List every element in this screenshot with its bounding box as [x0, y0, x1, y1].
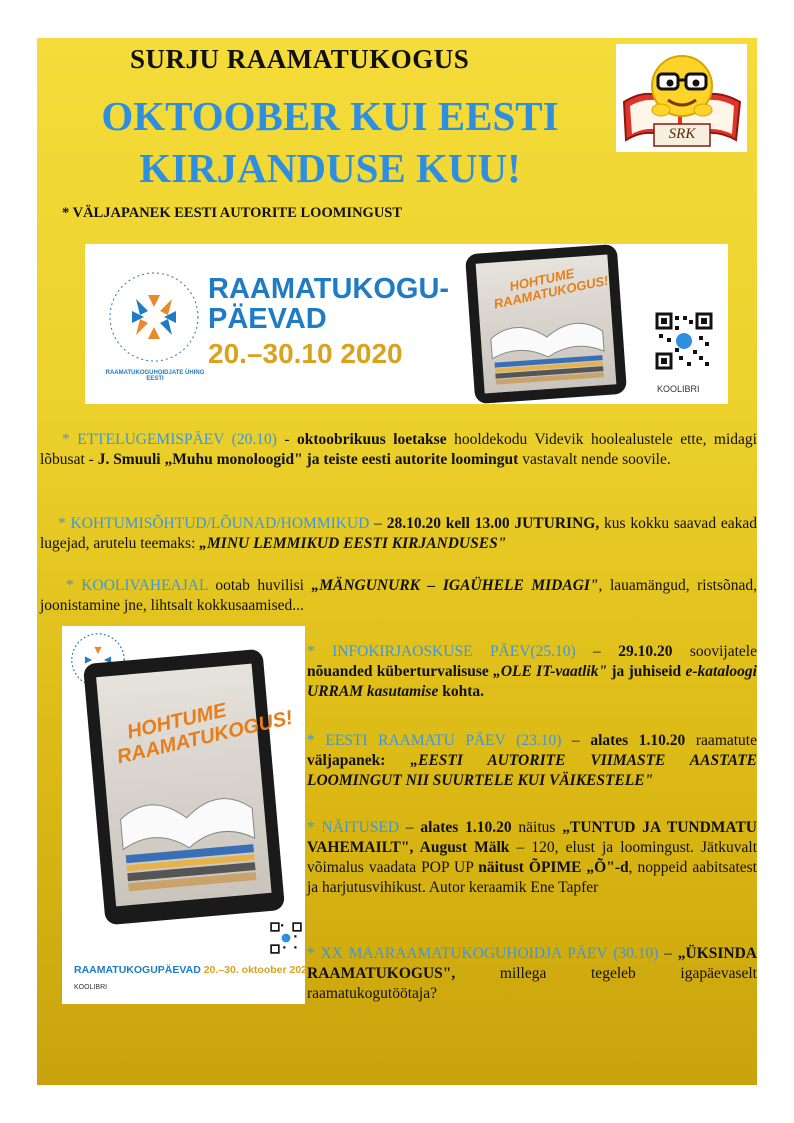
event-heading: * KOHTUMISÕHTUD/LÕUNAD/HOMMIKUD — [58, 515, 370, 532]
page-title — [70, 90, 590, 194]
logo-label: SRK — [668, 126, 696, 142]
event-text: ja juhiseid — [607, 663, 686, 680]
event-holiday — [40, 576, 757, 616]
event-text: kohta. — [438, 683, 485, 700]
event-text: „MÄNGUNURK – IGAÜHELE MIDAGI" — [311, 577, 599, 594]
event-text: „ÜKSINDA RAAMATUKOGUS", — [307, 945, 757, 982]
banner-dates: 20.–30.10 2020 — [208, 338, 403, 369]
event-heading: * KOOLIVAHEAJAL — [66, 577, 208, 594]
event-text: hooldekodu Videvik hoolealustele ette, midagi lõbusat - — [40, 431, 757, 468]
event-text: kus kokku saavad eakad lugejad, arutelu teemaks: — [40, 515, 758, 552]
event-text: näitust ÕPIME „Õ"-d — [478, 859, 629, 876]
event-heading: * NÄITUSED — [307, 819, 400, 836]
event-text: alates 1.10.20 — [420, 819, 512, 836]
event-text: 29.10.20 — [618, 643, 673, 660]
banner-title-line-2: PÄEVAD — [208, 303, 327, 335]
event-heading: * INFOKIRJAOSKUSE PÄEV(25.10) — [307, 643, 576, 660]
event-text: , lauamängud, ristsõnad, joonistamine jne, lihtsalt kokkusaamised... — [40, 577, 757, 614]
event-text: – — [561, 732, 591, 749]
event-text: näitus — [511, 819, 563, 836]
library-days-poster — [62, 626, 313, 1004]
event-text: nõuanded küberturvalisuse — [307, 663, 494, 680]
open-book-icon — [486, 311, 611, 389]
event-text: väljapanek: — [307, 752, 386, 769]
event-librarian-day — [307, 944, 757, 1004]
poster-book-title: HOHTUME RAAMATUKOGUS! — [114, 699, 295, 769]
event-text: – — [399, 819, 421, 836]
qr-code — [655, 312, 713, 370]
event-text: „OLE IT-vaatlik" — [493, 663, 608, 680]
qr-code — [270, 922, 302, 954]
event-exhibitions — [307, 818, 757, 898]
event-text: – — [658, 945, 678, 962]
event-text: 28.10.20 kell 13.00 JUTURING, — [386, 515, 600, 532]
event-heading: * EESTI RAAMATU PÄEV (23.10) — [307, 732, 562, 749]
open-book-icon — [114, 776, 263, 898]
banner-tablet-image — [465, 244, 627, 404]
emblem-ring-text: RAAMATUKOGUHOIDJATE ÜHING EESTI — [105, 370, 205, 382]
event-heading: * ETTELUGEMISPÄEV (20.10) — [62, 431, 277, 448]
association-emblem-icon — [107, 270, 201, 364]
library-name: SURJU RAAMATUKOGUS — [130, 44, 470, 74]
banner-publisher: KOOLIBRI — [657, 384, 700, 394]
event-text: alates 1.10.20 — [590, 732, 686, 749]
event-text: raamatute — [685, 732, 757, 749]
event-text: „MINU LEMMIKUD EESTI KIRJANDUSES" — [199, 535, 507, 552]
poster-footer-title: RAAMATUKOGUPÄEVAD — [74, 964, 201, 976]
event-text: vastavalt nende soovile. — [518, 451, 671, 468]
srk-logo — [616, 44, 747, 152]
event-text: J. Smuuli „Muhu monoloogid" ja teiste eesti autorite loomingut — [97, 451, 519, 468]
event-text: „TUNTUD JA TUNDMATU VAHEMAILT", August Mälk — [307, 819, 757, 856]
event-text: - — [276, 431, 297, 448]
event-reading-day — [40, 430, 757, 470]
event-text: ootab huvilisi — [207, 577, 312, 594]
event-info-literacy — [307, 642, 757, 702]
poster-publisher: KOOLIBRI — [74, 984, 108, 991]
event-text: e-kataloogi URRAM kasutamise — [307, 663, 757, 700]
event-text: , noppeid aabitsatest ja harjutusvihikust. Autor keraamik Ene Tapfer — [307, 859, 757, 896]
banner-title — [208, 274, 449, 334]
event-text: – 120, elust ja loomingust. Jätkuvalt võimalus vaadata POP UP — [307, 839, 757, 876]
event-heading: * XX MAARAAMATUKOGUHOIDJA PÄEV (30.10) — [307, 945, 659, 962]
event-text: soovijatele — [672, 643, 757, 660]
poster-footer — [74, 964, 313, 976]
event-text: oktoobrikuus loetakse — [297, 431, 447, 448]
banner-title-line-1: RAAMATUKOGU- — [208, 273, 450, 305]
banner-book-title: HOHTUME RAAMATUKOGUS! — [492, 265, 610, 312]
event-text: – — [575, 643, 619, 660]
title-line-2: KIRJANDUSE KUU! — [139, 145, 521, 191]
library-days-banner — [85, 244, 728, 404]
event-text: „EESTI AUTORITE VIIMASTE AASTATE LOOMINGUT NII SUURTELE KUI VÄIKESTELE" — [307, 752, 757, 789]
poster-tablet-image — [83, 649, 295, 926]
event-text: millega tegeleb igapäevaselt raamatukogutöötaja? — [307, 965, 757, 1002]
event-meetings — [40, 514, 757, 554]
event-text: – — [369, 515, 387, 532]
exhibition-subtitle: * VÄLJAPANEK EESTI AUTORITE LOOMINGUST — [62, 205, 403, 221]
poster-footer-dates: 20.–30. oktoober 2020 — [203, 964, 313, 976]
event-book-day — [307, 731, 757, 791]
title-line-1: OKTOOBER KUI EESTI — [101, 93, 559, 139]
